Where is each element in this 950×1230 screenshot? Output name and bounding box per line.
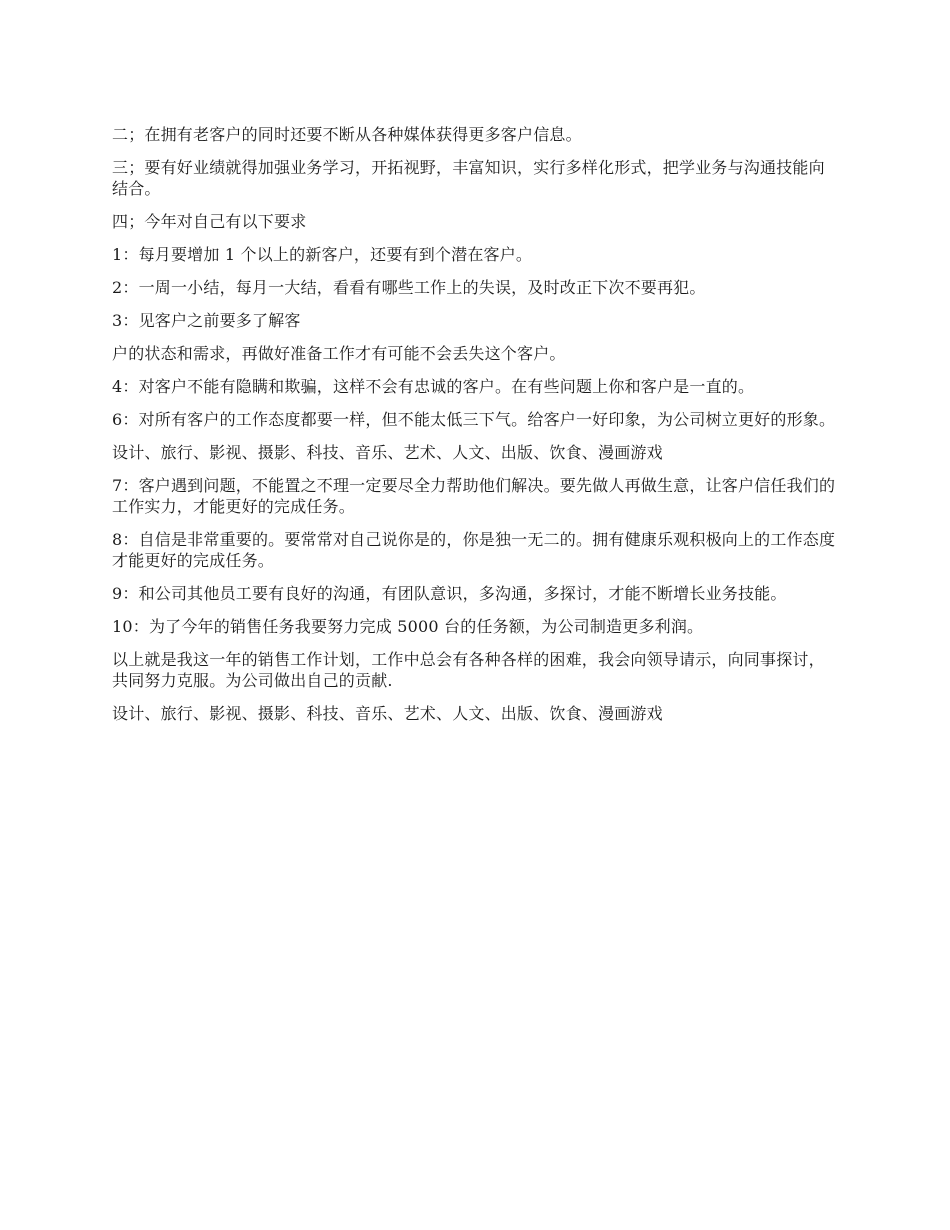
requirement-item-7: 7：客户遇到问题，不能置之不理一定要尽全力帮助他们解决。要先做人再做生意，让客户信任我们的工作实力，才能更好的完成任务。 [112,476,836,516]
paragraph-3: 三；要有好业绩就得加强业务学习，开拓视野，丰富知识，实行多样化形式，把学业务与沟通技能向结合。 [112,158,825,198]
requirement-item-3: 3：见客户之前要多了解客 [112,311,301,330]
requirement-item-1: 1：每月要增加 1 个以上的新客户，还要有到个潜在客户。 [112,245,533,264]
topic-tags-line-footer: 设计、旅行、影视、摄影、科技、音乐、艺术、人文、出版、饮食、漫画游戏 [112,704,663,723]
closing-paragraph: 以上就是我这一年的销售工作计划，工作中总会有各种各样的困难，我会向领导请示，向同事探讨，共同努力克服。为公司做出自己的贡献. [112,650,825,690]
topic-tags-line: 设计、旅行、影视、摄影、科技、音乐、艺术、人文、出版、饮食、漫画游戏 [112,443,663,462]
requirement-item-9: 9：和公司其他员工要有良好的沟通，有团队意识，多沟通，多探讨，才能不断增长业务技能。 [112,584,787,603]
requirement-item-2: 2：一周一小结，每月一大结，看看有哪些工作上的失误，及时改正下次不要再犯。 [112,278,706,297]
requirement-item-8: 8：自信是非常重要的。要常常对自己说你是的，你是独一无二的。拥有健康乐观积极向上的工作态度才能更好的完成任务。 [112,530,836,570]
requirement-item-4: 4：对客户不能有隐瞒和欺骗，这样不会有忠诚的客户。在有些问题上你和客户是一直的。 [112,377,755,396]
paragraph-4-heading: 四；今年对自己有以下要求 [112,212,307,231]
requirement-item-10: 10：为了今年的销售任务我要努力完成 5000 台的任务额，为公司制造更多利润。 [112,617,704,636]
requirement-item-3-continued: 户的状态和需求，再做好准备工作才有可能不会丢失这个客户。 [112,344,566,363]
paragraph-2: 二；在拥有老客户的同时还要不断从各种媒体获得更多客户信息。 [112,125,582,144]
requirement-item-6: 6：对所有客户的工作态度都要一样，但不能太低三下气。给客户一好印象，为公司树立更好的形象。 [112,410,836,429]
document-body [112,124,840,736]
